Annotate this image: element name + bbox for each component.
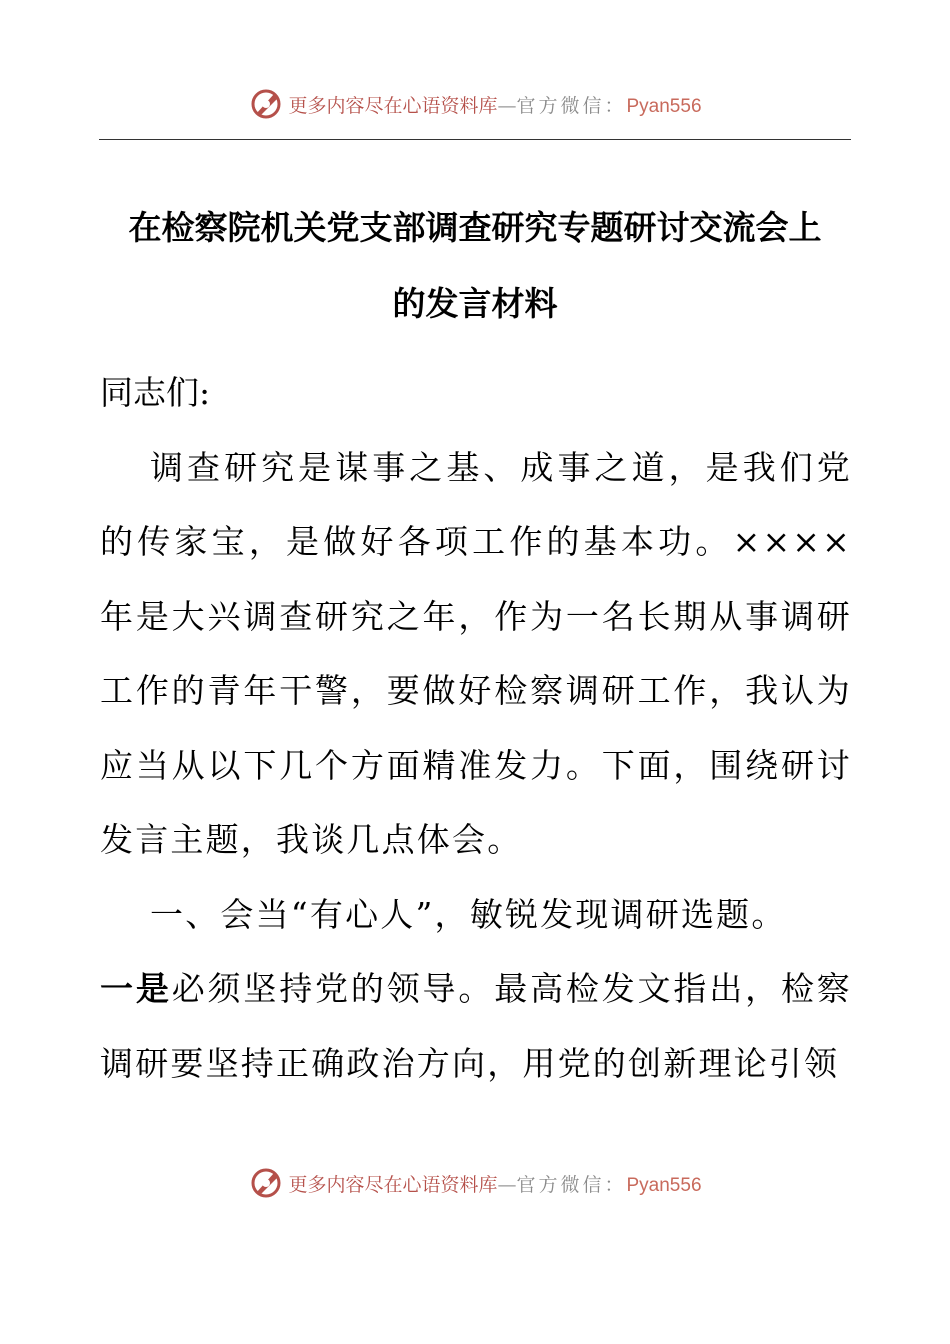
banner-text: 更多内容尽在心语资料库—官方微信：Pyan556 (288, 94, 702, 117)
paragraph-1: 调查研究是谋事之基、成事之道，是我们党的传家宝，是做好各项工作的基本功。××××年是大兴调查研究之年，作为一名长期从事调研工作的青年干警，要做好检察调研工作，我认为应当从以下几个方面精准发力。下面，围绕研讨发言主题，我谈几点体会。 (100, 447, 852, 859)
title-line-2: 的发言材料 (392, 284, 558, 323)
header-banner (0, 84, 950, 124)
document-title (100, 190, 850, 342)
title-line-1: 在检察院机关党支部调查研究专题研讨交流会上 (128, 208, 822, 247)
document-body (100, 356, 852, 1101)
pen-logo-icon (248, 1165, 284, 1201)
point-text: 必须坚持党的领导。最高检发文指出，检察调研要坚持正确政治方向，用党的创新理论引领 (100, 969, 852, 1083)
paragraph-2 (100, 952, 852, 1101)
banner-text: 更多内容尽在心语资料库—官方微信：Pyan556 (288, 1173, 702, 1196)
pen-logo-icon (248, 86, 284, 122)
header-divider (99, 139, 851, 140)
salutation: 同志们: (100, 373, 211, 412)
point-lead: 一是 (100, 969, 172, 1008)
footer-banner (0, 1163, 950, 1203)
section-heading-1: 一、会当“有心人”，敏锐发现调研选题。 (150, 894, 787, 934)
